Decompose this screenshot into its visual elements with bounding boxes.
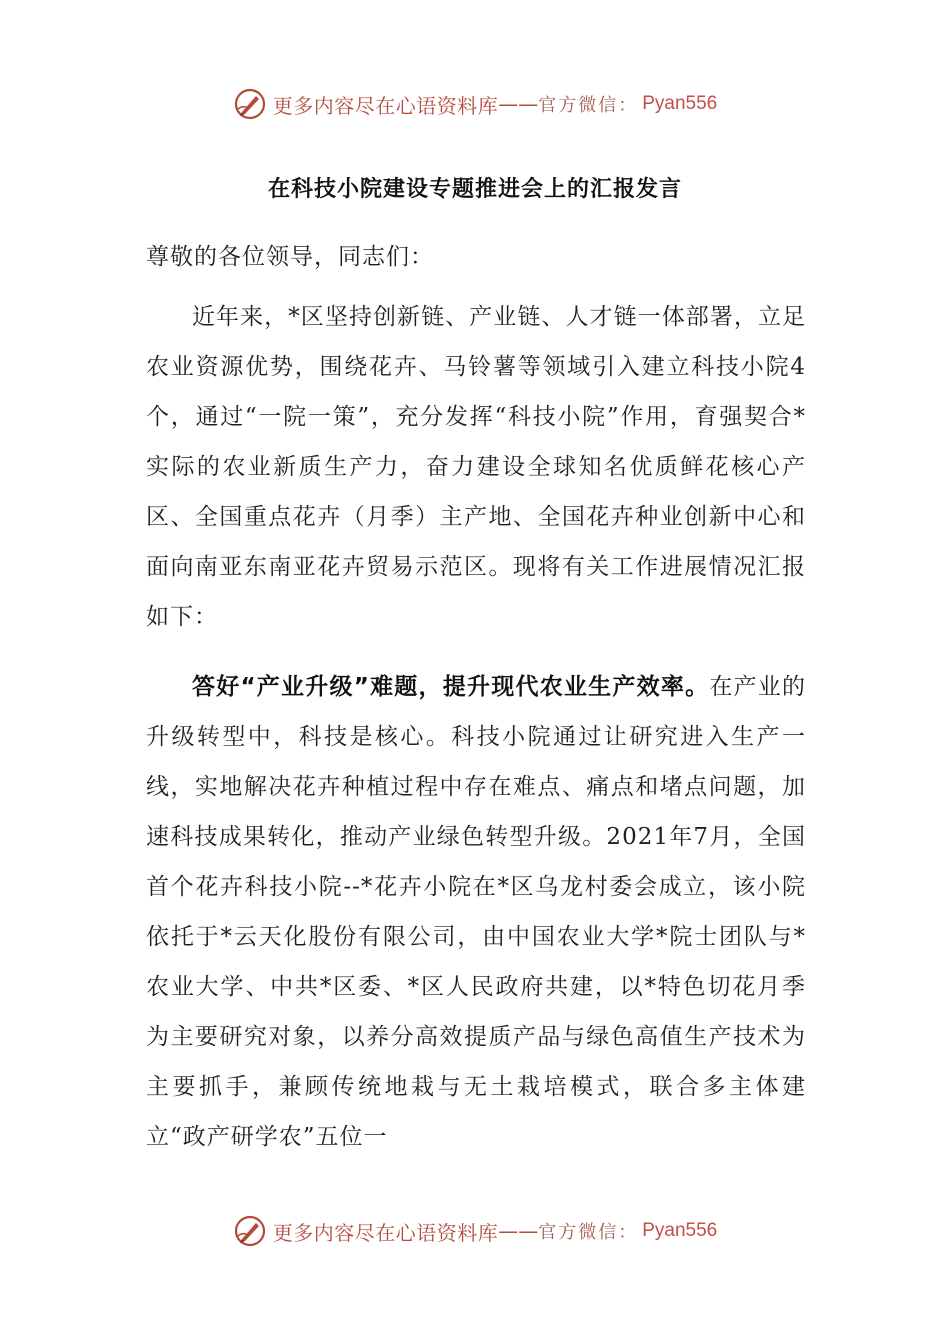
paragraph-lead-heading: 答好“产业升级”难题，提升现代农业生产效率。 <box>192 674 710 700</box>
greeting: 尊敬的各位领导，同志们： <box>146 244 434 270</box>
watermark-main-text: 更多内容尽在心语资料库 <box>272 93 499 118</box>
paragraph-industry-upgrade <box>146 662 806 1162</box>
watermark-banner-top <box>0 84 950 124</box>
watermark-wechat-id: Pyan556 <box>642 93 718 114</box>
paragraph-intro: 近年来，*区坚持创新链、产业链、人才链一体部署，立足农业资源优势，围绕花卉、马铃薯等领域引入建立科技小院4个，通过“一院一策”，充分发挥“科技小院”作用，育强契合*实际的农业新质生产力，奋力建设全球知名优质鲜花核心产区、全国重点花卉（月季）主产地、全国花卉种业创新中心和面向南亚东南亚花卉贸易示范区。现将有关工作进展情况汇报如下： <box>146 304 806 630</box>
document-body <box>146 232 806 1162</box>
pen-logo-icon <box>233 1214 267 1248</box>
paragraph-body-text: 在产业的升级转型中，科技是核心。科技小院通过让研究进入生产一线，实地解决花卉种植过程中存在难点、痛点和堵点问题，加速科技成果转化，推动产业绿色转型升级。2021年7月，全国首个花卉科技小院--*花卉小院在*区乌龙村委会成立，该小院依托于*云天化股份有限公司，由中国农业大学*院士团队与*农业大学、中共*区委、*区人民政府共建，以*特色切花月季为主要研究对象，以养分高效提质产品与绿色高值生产技术为主要抓手，兼顾传统地栽与无土栽培模式，联合多主体建立“政产研学农”五位一 <box>146 674 807 1150</box>
watermark-sub-text: 官方微信： <box>538 1222 639 1243</box>
watermark-banner-bottom <box>0 1211 950 1251</box>
pen-logo-icon <box>233 87 267 121</box>
watermark-main-text: 更多内容尽在心语资料库 <box>272 1220 499 1245</box>
watermark-sub-text: 官方微信： <box>538 95 639 116</box>
watermark-wechat-id: Pyan556 <box>642 1220 718 1241</box>
document-title: 在科技小院建设专题推进会上的汇报发言 <box>267 177 682 202</box>
watermark-dash: —— <box>498 92 539 116</box>
watermark-dash: —— <box>498 1219 539 1243</box>
